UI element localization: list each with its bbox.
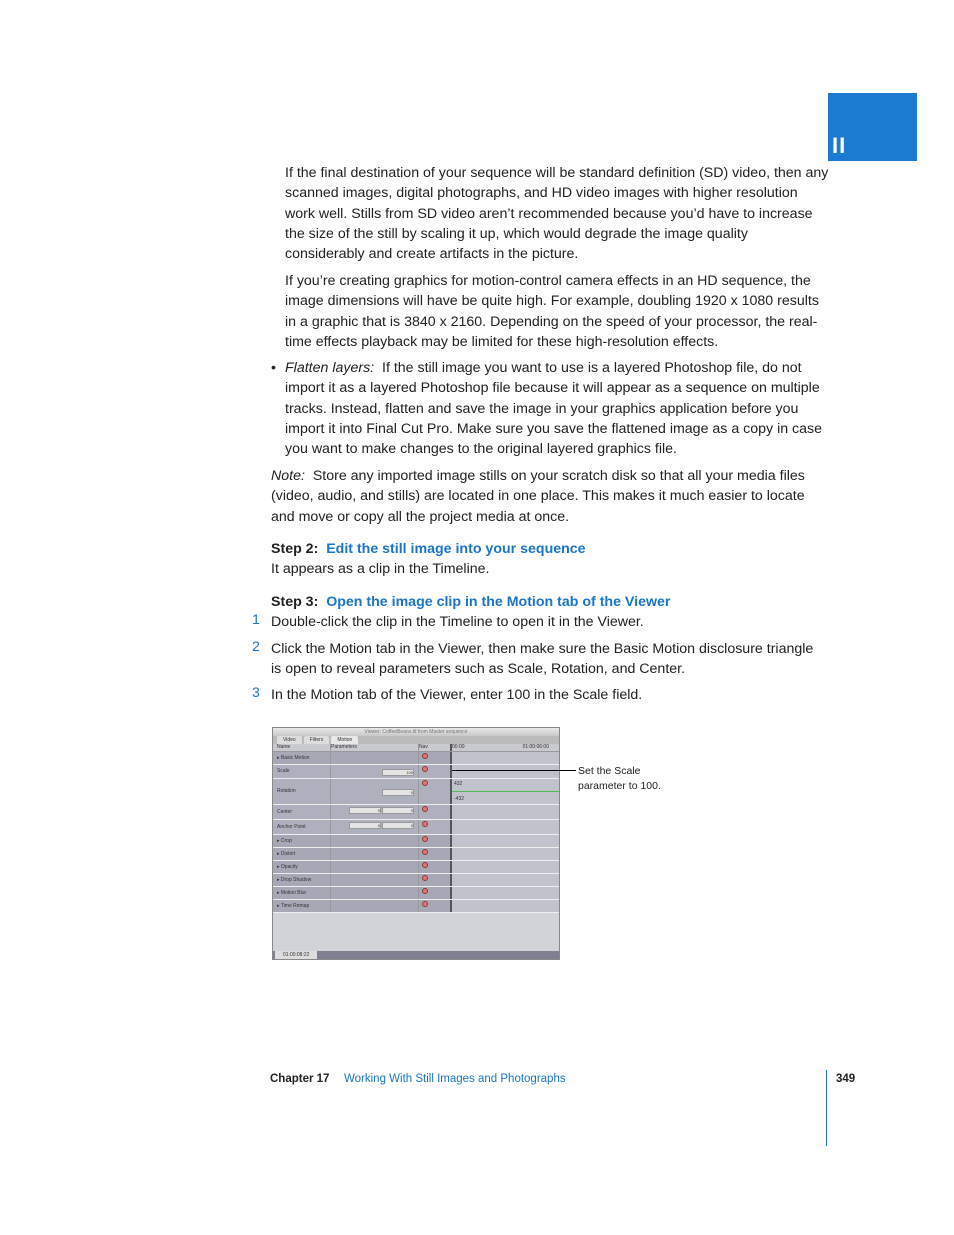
parameter-row xyxy=(273,835,559,848)
reset-icon[interactable] xyxy=(422,836,428,842)
step-label: Step 2: xyxy=(271,541,319,557)
parameter-name: ▸ Time Remap xyxy=(273,900,331,912)
parameter-name: ▸ Motion Blur xyxy=(273,887,331,899)
reset-icon[interactable] xyxy=(422,806,428,812)
callout-text: Set the Scale parameter to 100. xyxy=(578,765,661,792)
parameter-controls xyxy=(331,874,419,886)
step-label: Step 3: xyxy=(271,594,319,610)
keyframe-track xyxy=(452,765,559,778)
keyframe-track xyxy=(452,752,559,764)
keyframe-track xyxy=(452,861,559,873)
reset-icon[interactable] xyxy=(422,888,428,894)
parameter-row xyxy=(273,874,559,887)
parameter-name: ▸ Drop Shadow xyxy=(273,874,331,886)
parameter-name xyxy=(273,820,331,834)
parameter-label: Drop Shadow xyxy=(280,877,312,883)
value-field[interactable]: 100 xyxy=(382,769,414,776)
reset-icon[interactable] xyxy=(422,780,428,786)
parameter-name: ▸ Distort xyxy=(273,848,331,860)
parameter-label: Rotation xyxy=(277,788,296,794)
parameter-label: Anchor Point xyxy=(277,824,306,830)
step-number: 1 xyxy=(252,612,260,628)
parameter-row xyxy=(273,820,559,835)
footer-chapter: Chapter 17 xyxy=(270,1073,330,1085)
step-text: Click the Motion tab in the Viewer, then make sure the Basic Motion disclosure triangle is open to reveal parameters such as Scale, Rotation, and Center. xyxy=(271,641,814,678)
parameter-label: Scale xyxy=(277,768,290,774)
parameter-name: ▸ Basic Motion xyxy=(273,752,331,764)
note-text: Store any imported image stills on your scratch disk so that all your media files (video, audio, and stills) are located in one place. This makes it much easier to locate and move or copy all the project media at once. xyxy=(271,468,805,525)
reset-icon[interactable] xyxy=(422,901,428,907)
reset-icon[interactable] xyxy=(422,862,428,868)
parameter-label: Center xyxy=(277,809,293,815)
bullet-item xyxy=(285,358,830,459)
note xyxy=(271,466,826,527)
keyframe-track xyxy=(452,779,559,804)
paragraph: If you’re creating graphics for motion-control camera effects in an HD sequence, the image dimensions will have be quite high. For example, doubling 1920 x 1080 results in a graphic that is 3840 x 2160. Depending on the speed of your processor, the real-time effects playback may be limited for these high-resolution effects. xyxy=(285,273,819,350)
parameter-row xyxy=(273,900,559,913)
step-text: In the Motion tab of the Viewer, enter 100 in the Scale field. xyxy=(271,687,643,703)
parameter-controls xyxy=(331,820,419,834)
parameter-controls xyxy=(331,765,419,778)
parameter-name xyxy=(273,779,331,804)
header-parameters: Parameters xyxy=(331,744,419,751)
keyframe-track xyxy=(452,835,559,847)
viewer-tabs xyxy=(273,736,559,744)
step-3-heading xyxy=(271,592,670,612)
parameter-controls xyxy=(331,835,419,847)
bullet-text: If the still image you want to use is a layered Photoshop file, do not import it as a layered Photoshop file because it will appear as a sequence on multiple tracks. Instead, flatten and save the image in your graphics application before you import it into Final Cut Pro. Make sure you save the flattened image as a copy in case you want to make changes to the original layered graphics file. xyxy=(285,360,823,458)
parameter-label: Time Remap xyxy=(280,903,310,909)
column-headers xyxy=(273,744,559,752)
step-number: 3 xyxy=(252,685,260,701)
graph-max: 432 xyxy=(454,781,463,787)
parameter-row xyxy=(273,887,559,900)
bullet-term: Flatten layers: xyxy=(285,360,375,376)
parameter-row xyxy=(273,861,559,874)
bullet-marker: • xyxy=(271,360,276,376)
nav-cell xyxy=(419,820,452,834)
y-field[interactable]: 0 xyxy=(382,807,414,814)
parameter-controls xyxy=(331,752,419,764)
nav-cell xyxy=(419,835,452,847)
tab-video[interactable]: Video xyxy=(277,736,302,744)
keyframe-track xyxy=(452,887,559,899)
parameter-name: ▸ Opacity xyxy=(273,861,331,873)
page-number: 349 xyxy=(836,1073,856,1085)
nav-cell xyxy=(419,752,452,764)
nav-cell xyxy=(419,874,452,886)
step-title: Edit the still image into your sequence xyxy=(326,541,586,557)
step-text: Double-click the clip in the Timeline to open it in the Viewer. xyxy=(271,614,644,630)
reset-icon[interactable] xyxy=(422,849,428,855)
step-number: 2 xyxy=(252,639,260,655)
y-field[interactable]: 0 xyxy=(382,822,414,829)
parameter-label: Basic Motion xyxy=(280,755,310,761)
x-field[interactable]: 0 xyxy=(349,807,381,814)
parameter-controls xyxy=(331,900,419,912)
parameter-controls xyxy=(331,805,419,819)
parameter-name xyxy=(273,805,331,819)
parameter-controls xyxy=(331,848,419,860)
section-number: II xyxy=(832,133,847,158)
parameter-row xyxy=(273,848,559,861)
parameter-name: ▸ Crop xyxy=(273,835,331,847)
footer-divider xyxy=(826,1070,827,1146)
parameter-label: Distort xyxy=(280,851,296,857)
graph-min: -432 xyxy=(454,796,465,802)
nav-cell xyxy=(419,765,452,778)
reset-icon[interactable] xyxy=(422,766,428,772)
reset-icon[interactable] xyxy=(422,821,428,827)
parameter-controls xyxy=(331,887,419,899)
tab-filters[interactable]: Filters xyxy=(304,736,330,744)
step-title: Open the image clip in the Motion tab of the Viewer xyxy=(326,594,671,610)
parameter-label: Motion Blur xyxy=(280,890,307,896)
value-field[interactable]: 0 xyxy=(382,789,414,796)
keyframe-track xyxy=(452,820,559,834)
parameter-name xyxy=(273,765,331,778)
paragraph: If the final destination of your sequence will be standard definition (SD) video, then any scanned images, digital photographs, and HD video images with higher resolution work well. Stills from SD video aren’t recommended because you’d have to increase the size of the still by scaling it up, which would degrade the image quality considerably and create artifacts in the picture. xyxy=(285,165,829,263)
nav-cell xyxy=(419,900,452,912)
nav-cell xyxy=(419,861,452,873)
header-nav: Nav xyxy=(419,744,452,751)
keyframe-track xyxy=(452,874,559,886)
parameter-controls xyxy=(331,779,419,804)
tab-motion[interactable]: Motion xyxy=(331,736,358,744)
x-field[interactable]: 0 xyxy=(349,822,381,829)
keyframe-track xyxy=(452,848,559,860)
reset-icon[interactable] xyxy=(422,753,428,759)
nav-cell xyxy=(419,805,452,819)
footer-chapter-title[interactable]: Working With Still Images and Photographs xyxy=(344,1073,566,1085)
keyframe-track xyxy=(452,805,559,819)
reset-icon[interactable] xyxy=(422,875,428,881)
viewer-screenshot xyxy=(272,727,560,960)
step-2-heading xyxy=(271,539,586,559)
timeline-ruler xyxy=(452,744,559,751)
viewer-footer xyxy=(273,951,559,959)
header-name: Name xyxy=(273,744,331,751)
keyframe-track xyxy=(452,900,559,912)
viewer-title: Viewer: CoffeeBeans.tif from Master sequence xyxy=(273,728,559,736)
current-timecode[interactable]: 01:00:08:22 xyxy=(275,951,317,959)
note-label: Note: xyxy=(271,468,305,484)
parameter-row xyxy=(273,752,559,765)
timecode-end: 01:00:06:00 xyxy=(522,744,549,750)
nav-cell xyxy=(419,887,452,899)
section-tab xyxy=(828,93,917,161)
timecode-start: 00:00 xyxy=(452,744,465,750)
callout-line xyxy=(452,770,576,771)
parameter-row xyxy=(273,779,559,805)
nav-cell xyxy=(419,848,452,860)
parameter-label: Opacity xyxy=(280,864,298,870)
nav-cell xyxy=(419,779,452,804)
parameter-row xyxy=(273,765,559,779)
parameter-label: Crop xyxy=(280,838,292,844)
parameter-row xyxy=(273,805,559,820)
step-2-text: It appears as a clip in the Timeline. xyxy=(271,561,490,577)
parameter-controls xyxy=(331,861,419,873)
